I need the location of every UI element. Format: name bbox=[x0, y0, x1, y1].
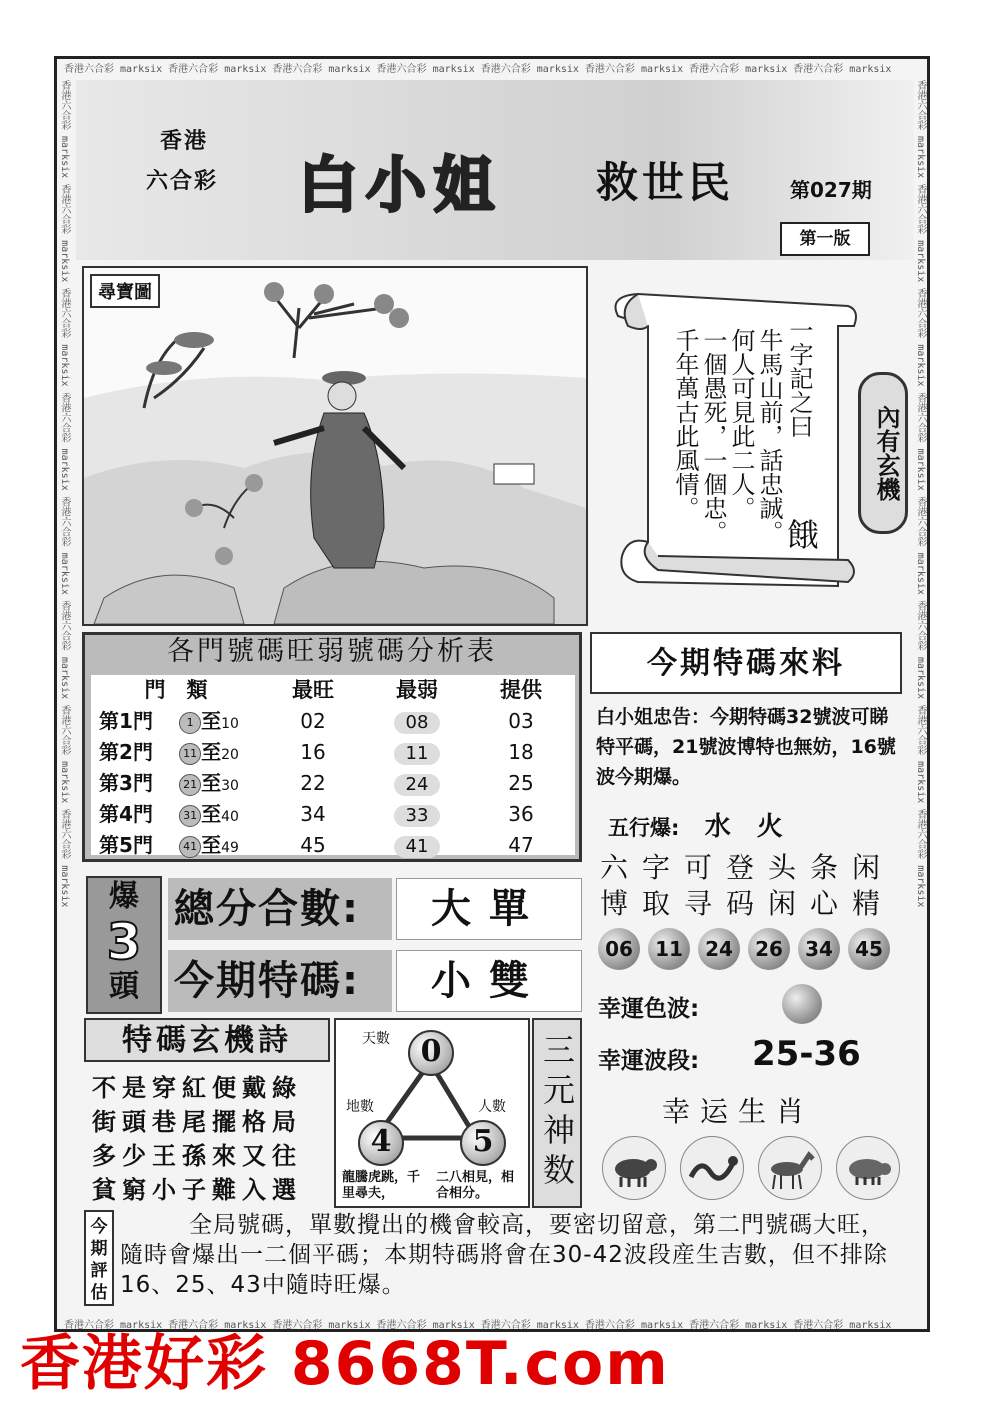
range-connector: 至 bbox=[201, 802, 222, 826]
watermark-right: 香港六合彩 marksix 香港六合彩 marksix 香港六合彩 marksix 香港六合彩 marksix 香港六合彩 marksix 香港六合彩 marksix 香港六合彩 marksix 香港六合彩 marksix bbox=[915, 80, 926, 908]
poem-line: 不是穿紅便戴綠 bbox=[92, 1074, 302, 1102]
door-label: 第3門 bbox=[99, 771, 153, 795]
weak-value: 33 bbox=[394, 805, 440, 827]
poem-line: 貧窮小子難入選 bbox=[92, 1176, 302, 1204]
dragon-icon bbox=[680, 1136, 744, 1200]
poem-line: 多少王孫來又往 bbox=[92, 1142, 302, 1170]
col-header-weak: 最弱 bbox=[396, 678, 438, 702]
horse-icon bbox=[758, 1136, 822, 1200]
number-ball: 11 bbox=[648, 928, 690, 970]
bao3-top: 爆 bbox=[109, 879, 139, 914]
triangle-note-right: 二八相見，相合相分。 bbox=[436, 1170, 515, 1201]
table-header-row bbox=[91, 675, 575, 706]
strong-value: 45 bbox=[300, 833, 326, 857]
number-ball: 24 bbox=[698, 928, 740, 970]
range-start: 11 bbox=[179, 743, 201, 765]
special-number-title: 今期特碼來料 bbox=[590, 632, 902, 694]
sanyuan-label: 三元神数 bbox=[532, 1018, 582, 1208]
range-end: 10 bbox=[221, 716, 239, 732]
issue-number: 第027期 bbox=[790, 178, 872, 202]
pig-icon bbox=[836, 1136, 900, 1200]
treasure-map-label: 尋寶圖 bbox=[90, 274, 160, 308]
edition-badge: 第一版 bbox=[780, 222, 870, 256]
table-row bbox=[91, 830, 575, 861]
range-end: 30 bbox=[221, 778, 239, 794]
site-footer-banner: 香港好彩 8668T.com bbox=[20, 1329, 670, 1399]
range-start: 41 bbox=[179, 836, 201, 858]
table-row bbox=[91, 706, 575, 737]
strong-value: 02 bbox=[300, 709, 326, 733]
special-number-panel bbox=[590, 632, 902, 1206]
door-label: 第2門 bbox=[99, 740, 153, 764]
door-label: 第5門 bbox=[99, 833, 153, 857]
range-end: 49 bbox=[221, 840, 239, 856]
three-numbers-box bbox=[334, 1018, 530, 1208]
marksix-label: 六合彩 bbox=[146, 168, 219, 194]
bao3-bottom: 頭 bbox=[109, 969, 139, 1004]
strong-value: 34 bbox=[300, 802, 326, 826]
lucky-color-ball bbox=[782, 984, 822, 1024]
range-start: 21 bbox=[179, 774, 201, 796]
poem-line: 街頭巷尾擺格局 bbox=[92, 1108, 302, 1136]
door-label: 第1門 bbox=[99, 709, 153, 733]
lucky-zodiac-label: 幸运生肖 bbox=[662, 1095, 815, 1128]
scroll-line-5: 千年萬古此風情。 bbox=[671, 328, 699, 520]
range-end: 40 bbox=[221, 809, 239, 825]
bao3-badge bbox=[86, 876, 162, 1014]
scroll-answer: 餓 bbox=[782, 518, 820, 550]
special-code-label: 今期特碼: bbox=[168, 950, 392, 1012]
tian-number: 0 bbox=[408, 1030, 454, 1076]
poem-title: 特碼玄機詩 bbox=[84, 1018, 330, 1062]
provide-value: 18 bbox=[508, 740, 534, 764]
inner-secret-badge: 內有玄機 bbox=[858, 372, 908, 534]
col-header-provide: 提供 bbox=[500, 678, 542, 702]
evaluation-label: 今期評估 bbox=[84, 1210, 114, 1306]
total-sum-label: 總分合數: bbox=[168, 878, 392, 940]
number-ball: 06 bbox=[598, 928, 640, 970]
lucky-color-label: 幸運色波: bbox=[598, 996, 700, 1022]
table-row bbox=[91, 799, 575, 830]
weak-value: 41 bbox=[394, 836, 440, 858]
poem-box bbox=[84, 1018, 330, 1208]
strong-value: 16 bbox=[300, 740, 326, 764]
scholar-illustration-icon bbox=[84, 268, 586, 624]
weak-value: 08 bbox=[394, 712, 440, 734]
col-header-strong: 最旺 bbox=[292, 678, 334, 702]
weak-value: 24 bbox=[394, 774, 440, 796]
handwritten-line-1: 六字可登头条闲 bbox=[600, 851, 895, 884]
di-label: 地數 bbox=[346, 1099, 374, 1115]
range-connector: 至 bbox=[201, 771, 222, 795]
watermark-bottom: 香港六合彩 marksix 香港六合彩 marksix 香港六合彩 marksix 香港六合彩 marksix 香港六合彩 marksix 香港六合彩 marksix 香港六合彩 marksix 香港六合彩 marksix bbox=[64, 1320, 892, 1330]
scroll-line-4: 一個愚死，一個忠。 bbox=[699, 328, 727, 544]
watermark-left: 香港六合彩 marksix 香港六合彩 marksix 香港六合彩 marksix 香港六合彩 marksix 香港六合彩 marksix 香港六合彩 marksix 香港六合彩 marksix 香港六合彩 marksix bbox=[59, 80, 70, 908]
number-ball: 45 bbox=[848, 928, 890, 970]
di-number: 4 bbox=[358, 1120, 404, 1166]
page-title: 白小姐 bbox=[298, 151, 502, 221]
scroll-line-2: 牛馬山前，話忠誠。 bbox=[755, 328, 783, 544]
range-connector: 至 bbox=[201, 709, 222, 733]
range-end: 20 bbox=[221, 747, 239, 763]
page-subtitle: 救世民 bbox=[596, 158, 735, 207]
door-label: 第4門 bbox=[99, 802, 153, 826]
lucky-range-label: 幸運波段: bbox=[598, 1048, 700, 1074]
analysis-table-title: 各門號碼旺弱號碼分析表 bbox=[167, 636, 497, 667]
range-start: 1 bbox=[179, 712, 201, 734]
ren-number: 5 bbox=[460, 1120, 506, 1166]
ox-icon bbox=[602, 1136, 666, 1200]
triangle-note-left: 龍騰虎跳，千里尋夫， bbox=[342, 1170, 421, 1201]
range-connector: 至 bbox=[201, 833, 222, 857]
provide-value: 47 bbox=[508, 833, 534, 857]
hk-label: 香港 bbox=[160, 128, 209, 154]
table-row bbox=[91, 737, 575, 768]
provide-value: 03 bbox=[508, 709, 534, 733]
total-sum-value: 大單 bbox=[396, 878, 582, 940]
number-balls bbox=[594, 928, 900, 968]
col-header-door: 門 類 bbox=[144, 678, 208, 702]
range-start: 31 bbox=[179, 805, 201, 827]
wuxing-label: 五行爆: bbox=[608, 816, 680, 840]
tian-label: 天數 bbox=[362, 1031, 390, 1047]
weak-value: 11 bbox=[394, 743, 440, 765]
scroll-line-1: 一字記之曰 bbox=[785, 318, 813, 438]
lucky-range-value: 25-36 bbox=[752, 1034, 861, 1074]
number-ball: 26 bbox=[748, 928, 790, 970]
zodiac-animals bbox=[594, 1136, 900, 1200]
strong-value: 22 bbox=[300, 771, 326, 795]
number-ball: 34 bbox=[798, 928, 840, 970]
special-code-value: 小雙 bbox=[396, 950, 582, 1012]
analysis-table bbox=[82, 632, 582, 862]
handwritten-line-2: 博取寻码闲心精 bbox=[600, 887, 895, 920]
provide-value: 25 bbox=[508, 771, 534, 795]
provide-value: 36 bbox=[508, 802, 534, 826]
analysis-table-body bbox=[91, 675, 575, 855]
treasure-map-image bbox=[82, 266, 588, 626]
table-row bbox=[91, 768, 575, 799]
range-connector: 至 bbox=[201, 740, 222, 764]
ren-label: 人數 bbox=[478, 1099, 506, 1115]
advice-text: 白小姐忠告：今期特碼32號波可睇特平碼，21號波博特也無妨，16號波今期爆。 bbox=[596, 706, 896, 788]
evaluation-box bbox=[84, 1210, 910, 1306]
evaluation-text: 全局號碼，單數攪出的機會較高，要密切留意，第二門號碼大旺，隨時會爆出一二個平碼；本期特碼將會在30-42波段産生吉數，但不排除16、25、43中隨時旺爆。 bbox=[120, 1212, 888, 1298]
bao3-number: 3 bbox=[106, 913, 142, 971]
scroll-line-3: 何人可見此二人。 bbox=[727, 328, 755, 520]
wuxing-value: 水 火 bbox=[704, 812, 783, 842]
watermark-top: 香港六合彩 marksix 香港六合彩 marksix 香港六合彩 marksix 香港六合彩 marksix 香港六合彩 marksix 香港六合彩 marksix 香港六合彩 marksix 香港六合彩 marksix bbox=[64, 64, 892, 74]
wuxing-row bbox=[608, 806, 783, 843]
